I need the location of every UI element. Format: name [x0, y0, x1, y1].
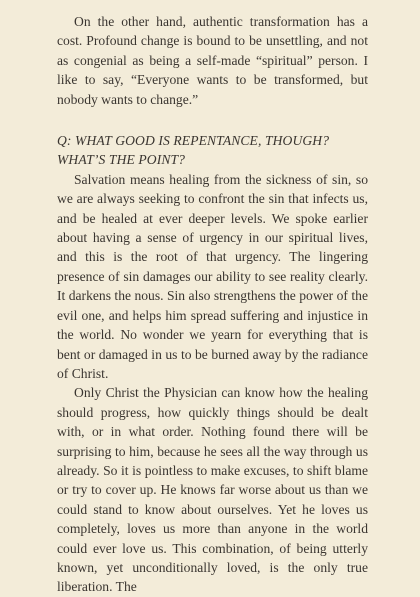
paragraph-salvation: Salvation means healing from the sickness of sin, so we are always seeking to confront the sin that infects us, and be healed at ever deeper levels. We spoke earlier about having a sense of urgency in our spiritual lives, and this is the root of that urgency. The lingering presence of sin damages our ability to see reality clearly. It darkens the nous. Sin also strengthens the power of the evil one, and helps him spread suffering and injustice in the world. No wonder we yearn for everything that is bent or damaged in us to be burned away by the radiance of Christ. [57, 171, 368, 381]
paragraph-transformation-cost: On the other hand, authentic transformation has a cost. Profound change is bound to be unsettling, and not as congenial as being a self-made “spiritual” person. I like to say, “Everyone wants to be transformed, but nobody wants to change.” [57, 14, 368, 107]
paragraph-christ-physician: Only Christ the Physician can know how the healing should progress, how quickly things should be dealt with, or in what order. Nothing found there will be surprising to him, because he sees all the way through us already. So it is pointless to make excuses, to shift blame or try to cover up. He knows far worse about us than we could stand to know about ourselves. Yet he loves us completely, loves us more than anyone in the world could ever love us. This combination, of being utterly known, yet unconditionally loved, is the only true liberation. The [57, 385, 368, 595]
question-heading: Q: WHAT GOOD IS REPENTANCE, THOUGH? WHAT’S THE POINT? [57, 133, 330, 168]
